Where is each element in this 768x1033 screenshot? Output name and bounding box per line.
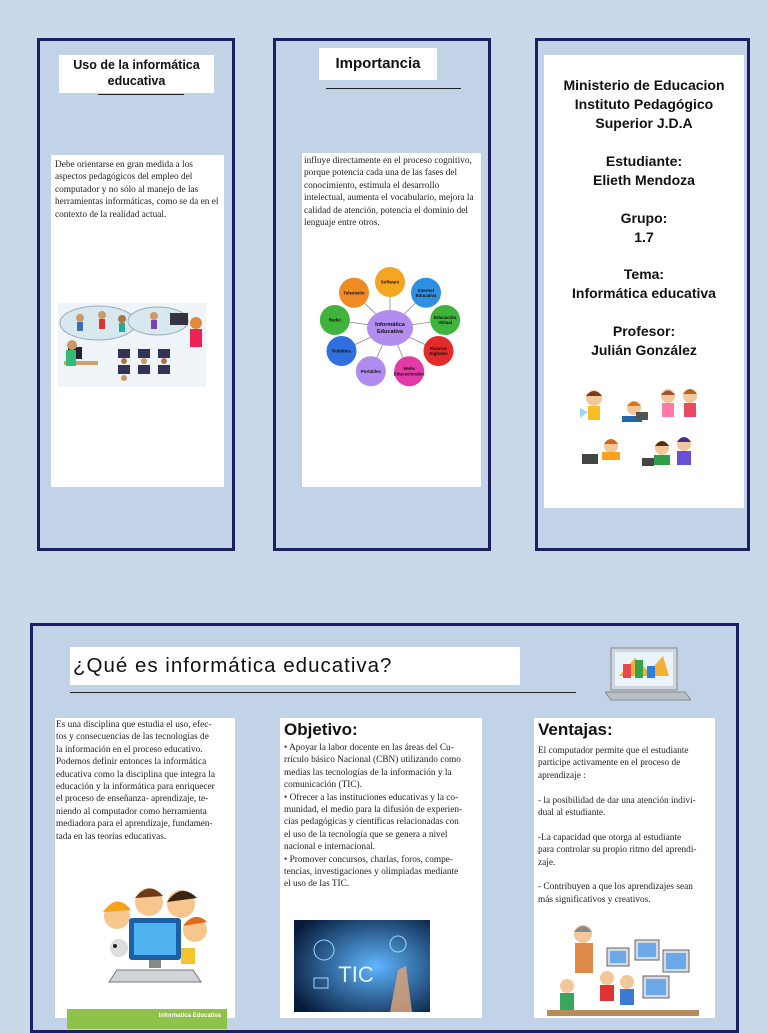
cover-institute: Instituto Pedagógico [574,96,714,112]
cover-teacher-label: Profesor: [612,323,676,339]
svg-text:Pizarras: Pizarras [429,346,448,352]
cover-group-label: Grupo: [620,210,668,226]
tic-label: TIC [338,962,374,987]
informatica-educativa-mindmap [310,266,470,390]
kids-computer-illustration [97,882,211,994]
cover-superior: Superior J.D.A [595,115,693,131]
mindmap-node [327,336,357,366]
mindmap-node [356,356,386,386]
ventajas-title: Ventajas: [538,720,613,739]
cover-topic: Informática educativa [572,285,716,301]
cover-student: Elieth Mendoza [593,172,695,188]
cover-teacher: Julián González [591,342,697,358]
mindmap-node [430,305,460,335]
svg-text:Educativa: Educativa [415,292,437,298]
panel-uso [37,38,235,551]
svg-text:Software: Software [380,279,400,285]
tic-hand-illustration [294,920,430,1012]
svg-text:Educación: Educación [434,315,457,321]
panel-importancia [273,38,491,551]
svg-text:Portátiles: Portátiles [360,368,381,374]
mindmap-node [375,267,405,297]
mindmap-center-label: Informática Educativa [375,322,405,335]
main-title-rule [70,692,576,693]
panel-importancia-body: influye directamente en el proceso cognitivo, porque potencia cada una de las fases del conocimiento, estimula el desarrollo intelectual, aumenta el vocabulario, mejora la calidad de atención, potencia el dominio del lenguaje entre otros. [304,156,474,229]
svg-text:Televisión: Televisión [343,290,365,296]
svg-text:Webs: Webs [403,366,415,372]
cover-group: 1.7 [634,229,654,245]
banner-informatica-label: Informatica Educativa [158,1013,221,1019]
classroom-illustration [58,303,206,387]
teacher-students-illustration [547,920,699,1020]
panel-uso-title: Uso de la informática educativa [59,55,214,93]
panel-uso-body: Debe orientarse en gran medida a los aspectos pedagógicos del empleo del computador y no sólo al manejo de las herramientas informáticas, como se da en el contexto de la realidad actual. [55,160,219,220]
panel-uso-rule [98,94,184,95]
banner-informatica [67,1009,227,1029]
objetivo-body: • Apoyar la labor docente en las áreas del Cu- rrículo básico Nacional (CBN) utilizando como medias las tecnologías de la información y la comunicación (TIC). • Ofrecer a las instituciones educativas y la co- munidad, el medio para la difusión de experien- cias pedagógicas y científicas relacionadas con el uso de la tecnología que se genera a nivel nacional e internacional. • Promover concursos, charlas, foros, compe- tencias, investigaciones y olimpiadas mediante el uso de las TIC. [284,743,463,890]
main-title: ¿Qué es informática educativa? [73,654,393,677]
svg-text:Internet: Internet [417,287,435,293]
laptop-art-icon [605,646,691,702]
panel-importancia-title: Importancia [319,48,437,80]
svg-text:Educacionales: Educacionales [393,371,425,377]
mindmap-center-node [367,310,413,346]
svg-text:Virtual: Virtual [438,320,452,326]
objetivo-title: Objetivo: [284,720,358,739]
panel-portada [535,38,750,551]
kids-studying-illustration [576,386,711,480]
mindmap-node [394,356,425,386]
panel-importancia-rule [326,88,461,89]
mindmap-node [320,305,350,335]
mindmap-node [339,278,369,308]
svg-text:Radio: Radio [328,317,341,323]
cover-topic-label: Tema: [623,266,665,282]
cover-ministry: Ministerio de Educacion [563,77,725,93]
svg-text:Digitales: Digitales [429,351,448,357]
svg-text:Robótica: Robótica [332,348,351,354]
mindmap-node [423,336,453,366]
mindmap-node [411,278,441,308]
cover-student-label: Estudiante: [605,153,683,169]
ventajas-body: El computador permite que el estudiante participe activamente en el proceso de aprendizaje : - la posibilidad de dar una atención indivi- dual al estudiante. -La capacidad que otorga al estudiante para controlar su propio ritmo del aprendi- zaje. - Contribuyen a que los aprendizajes sean más significativos y creativos. [538,746,697,905]
panel-que-es [30,623,739,1033]
col1-body: Es una disciplina que estudia el uso, efec- tos y consecuencias de las tecnologías de la información en el proceso educativo. Podemos definir entonces la informática educativa como la disciplina que integra la educación y la informática para enriquecer el proceso de enseñanza- aprendizaje, te- niendo al computador como herramienta mediadora para el aprendizaje, fundamen- tada en las teorías educativas. [56,720,216,842]
